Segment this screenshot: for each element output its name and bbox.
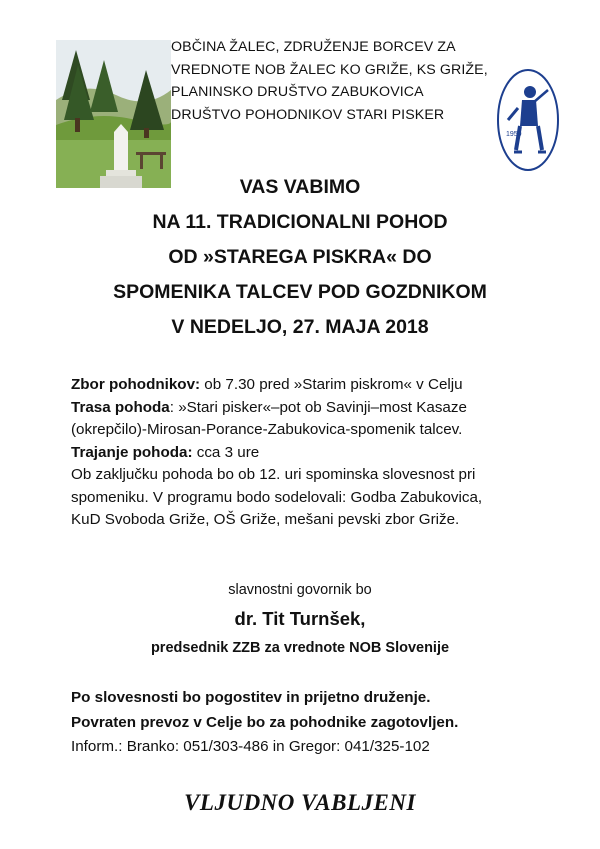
route-label: Trasa pohoda [71, 398, 170, 416]
duration-line [71, 442, 541, 465]
organizer-line: VREDNOTE NOB ŽALEC KO GRIŽE, KS GRIŽE, [171, 61, 488, 78]
closing-block [71, 686, 551, 760]
headline-line: V NEDELJO, 27. MAJA 2018 [171, 316, 429, 338]
route-text: : »Stari pisker«–pot ob Savinji–most Kasaze [169, 398, 467, 416]
gathering-line [71, 374, 541, 397]
headline-block [0, 170, 600, 345]
duration-text: cca 3 ure [192, 443, 260, 461]
memorial-photo [56, 40, 171, 188]
refreshment-line: Po slovesnosti bo pogostitev in prijetno druženje. [71, 689, 431, 706]
speaker-intro: slavnostni govornik bo [228, 582, 372, 598]
contact-line: Inform.: Branko: 051/303-486 in Gregor: 041/325-102 [71, 738, 430, 755]
emblem-year: 1950 [506, 131, 522, 138]
speaker-role: predsednik ZZB za vrednote NOB Slovenije [150, 640, 450, 656]
headline-line: OD »STAREGA PISKRA« DO [168, 246, 432, 268]
duration-label: Trajanje pohoda: [71, 443, 193, 461]
route-line-2: (okrepčilo)-Mirosan-Porance-Zabukovica-spomenik talcev. [71, 421, 463, 438]
memorial-landscape-image [56, 40, 171, 188]
organizer-line: PLANINSKO DRUŠTVO ZABUKOVICA [171, 84, 424, 100]
gathering-text: ob 7.30 pred »Starim piskrom« v Celju [200, 376, 463, 393]
headline-line: SPOMENIKA TALCEV POD GOZDNIKOM [113, 281, 487, 303]
event-details [71, 374, 541, 532]
welcome-text: VLJUDNO VABLJENI [184, 790, 416, 815]
ceremony-line: Ob zaključku pohoda bo ob 12. uri spominska slovesnost pri [71, 466, 476, 483]
ceremony-line: KuD Svoboda Griže, OŠ Griže, mešani pevski zbor Griže. [71, 511, 460, 528]
transport-line: Povraten prevoz v Celje bo za pohodnike zagotovljen. [71, 713, 459, 731]
route-line [71, 397, 541, 420]
ceremony-line: spomeniku. V programu bodo sodelovali: Godba Zabukovica, [71, 488, 483, 506]
organizer-line: DRUŠTVO POHODNIKOV STARI PISKER [171, 106, 445, 123]
hiker-emblem-icon [496, 68, 560, 172]
headline-line: VAS VABIMO [239, 176, 361, 198]
organizers-block [171, 36, 511, 126]
gathering-label: Zbor pohodnikov: [71, 376, 201, 393]
headline-line: NA 11. TRADICIONALNI POHOD [152, 211, 448, 233]
speaker-name: dr. Tit Turnšek, [234, 608, 366, 629]
organizer-line: OBČINA ŽALEC, ZDRUŽENJE BORCEV ZA [171, 39, 456, 55]
